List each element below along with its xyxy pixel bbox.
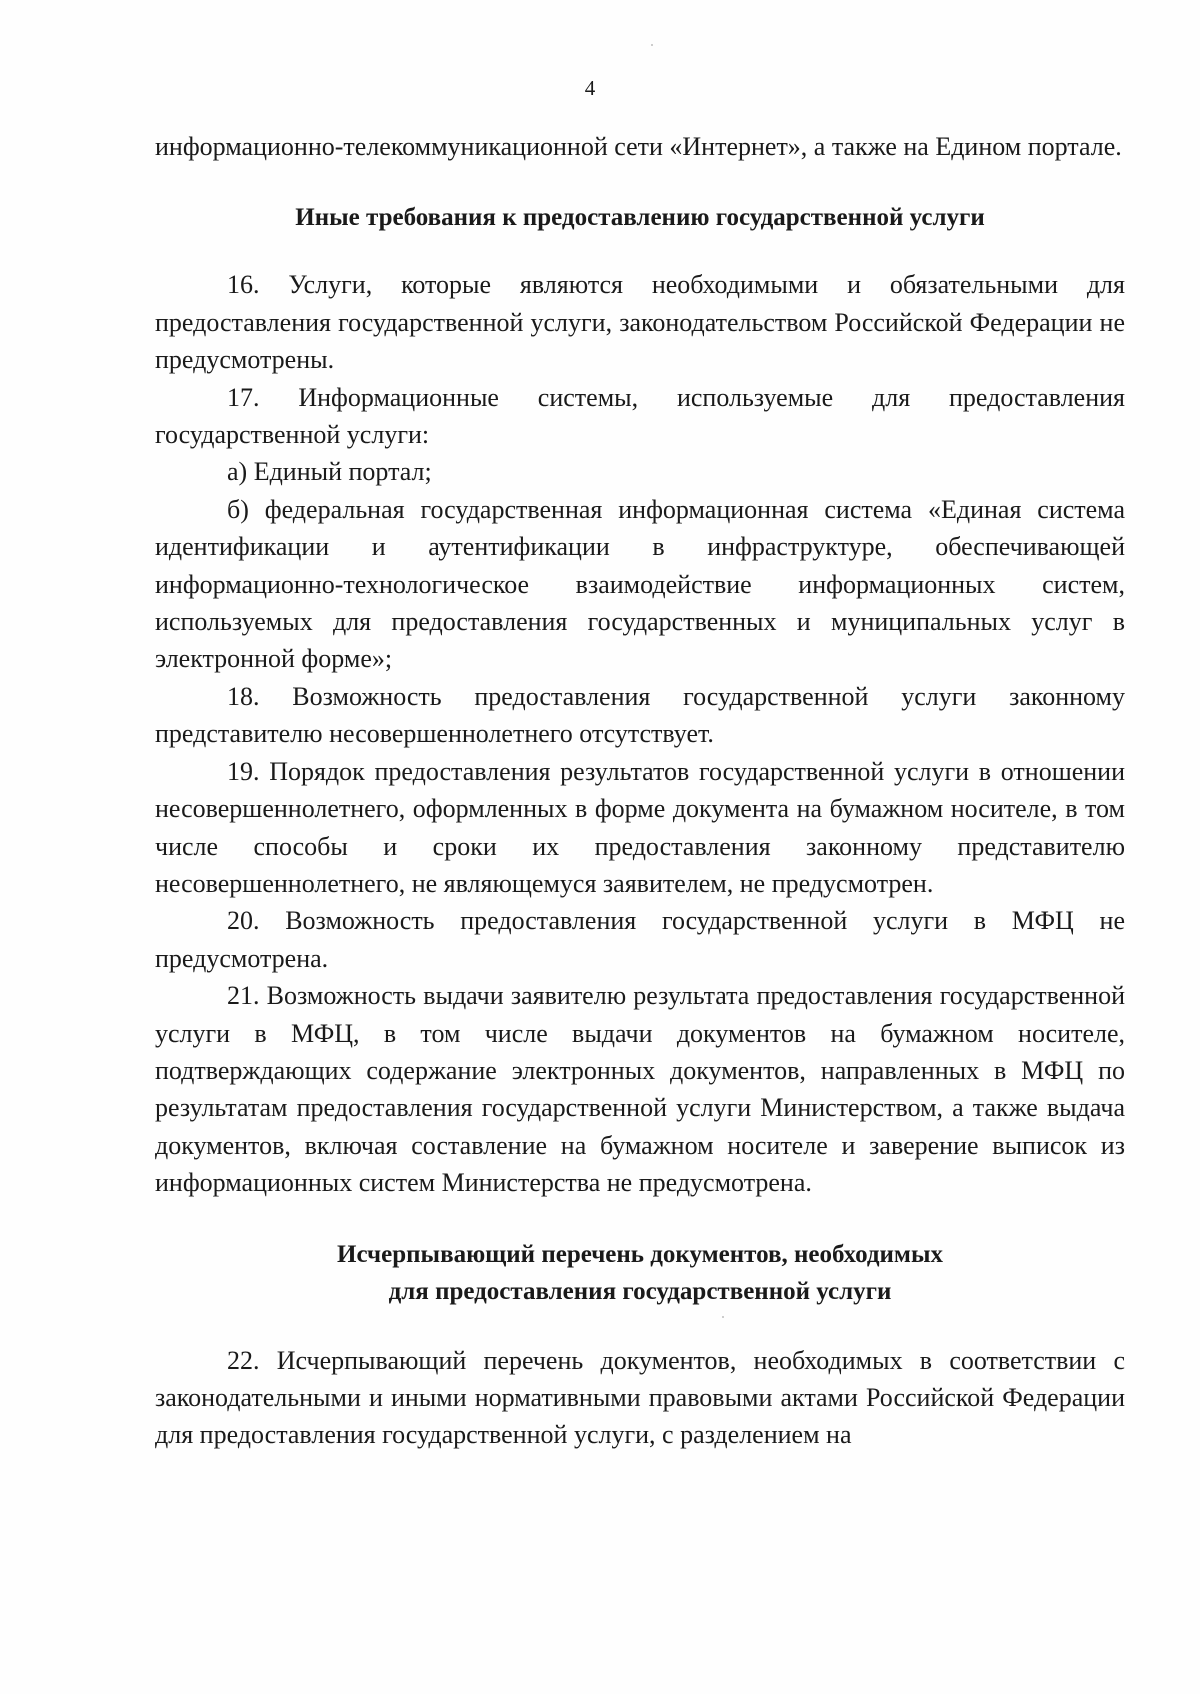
page-number: 4 bbox=[584, 76, 596, 100]
scan-speck bbox=[722, 1316, 724, 1318]
paragraph-21: 21. Возможность выдачи заявителю результата предоставления государственной услуги в МФЦ, в том числе выдачи документов на бумажном носителе, подтверждающих содержание электронных документов, направленных в МФЦ по результатам предоставления государственной услуги Министерством, а также выдача документов, включая составление на бумажном носителе и заверение выписок из информационных систем Министерства не предусмотрена. bbox=[155, 981, 1125, 1198]
section-heading-other-requirements bbox=[155, 199, 1125, 236]
paragraph-17: 17. Информационные системы, используемые для предоставления государственной услуги: bbox=[155, 382, 1125, 450]
scan-speck bbox=[651, 44, 653, 46]
document-body bbox=[155, 128, 1125, 1454]
heading-line: Исчерпывающий перечень документов, необходимых bbox=[337, 1240, 943, 1268]
paragraph-20: 20. Возможность предоставления государственной услуги в МФЦ не предусмотрена. bbox=[155, 906, 1125, 973]
paragraph-18: 18. Возможность предоставления государственной услуги законному представителю несовершеннолетнего отсутствует. bbox=[155, 681, 1125, 749]
paragraph-17-b: б) федеральная государственная информационная система «Единая система идентификации и аутентификации в инфраструктуре, обеспечивающей информационно-технологическое взаимодействие информационных систем, используемых для предоставления государственных и муниципальных услуг в электронной форме»; bbox=[155, 494, 1125, 674]
paragraph-22: 22. Исчерпывающий перечень документов, необходимых в соответствии с законодательными и иными нормативными правовыми актами Российской Федерации для предоставления государственной услуги, с разделением на bbox=[155, 1345, 1125, 1450]
paragraph-16: 16. Услуги, которые являются необходимыми и обязательными для предоставления государственной услуги, законодательством Российской Федерации не предусмотрены. bbox=[155, 270, 1125, 375]
section-heading-documents-list bbox=[155, 1236, 1125, 1310]
heading-line: Иные требования к предоставлению государственной услуги bbox=[295, 204, 985, 232]
paragraph-continuation: информационно-телекоммуникационной сети «Интернет», а также на Едином портале. bbox=[155, 132, 1122, 161]
heading-line: для предоставления государственной услуги bbox=[388, 1277, 892, 1305]
paragraph-19: 19. Порядок предоставления результатов государственной услуги в отношении несовершеннолетнего, оформленных в форме документа на бумажном носителе, в том числе способы и сроки их предоставления законному представителю несовершеннолетнего, не являющемуся заявителем, не предусмотрен. bbox=[155, 756, 1125, 898]
paragraph-17-a: а) Единый портал; bbox=[227, 457, 432, 487]
